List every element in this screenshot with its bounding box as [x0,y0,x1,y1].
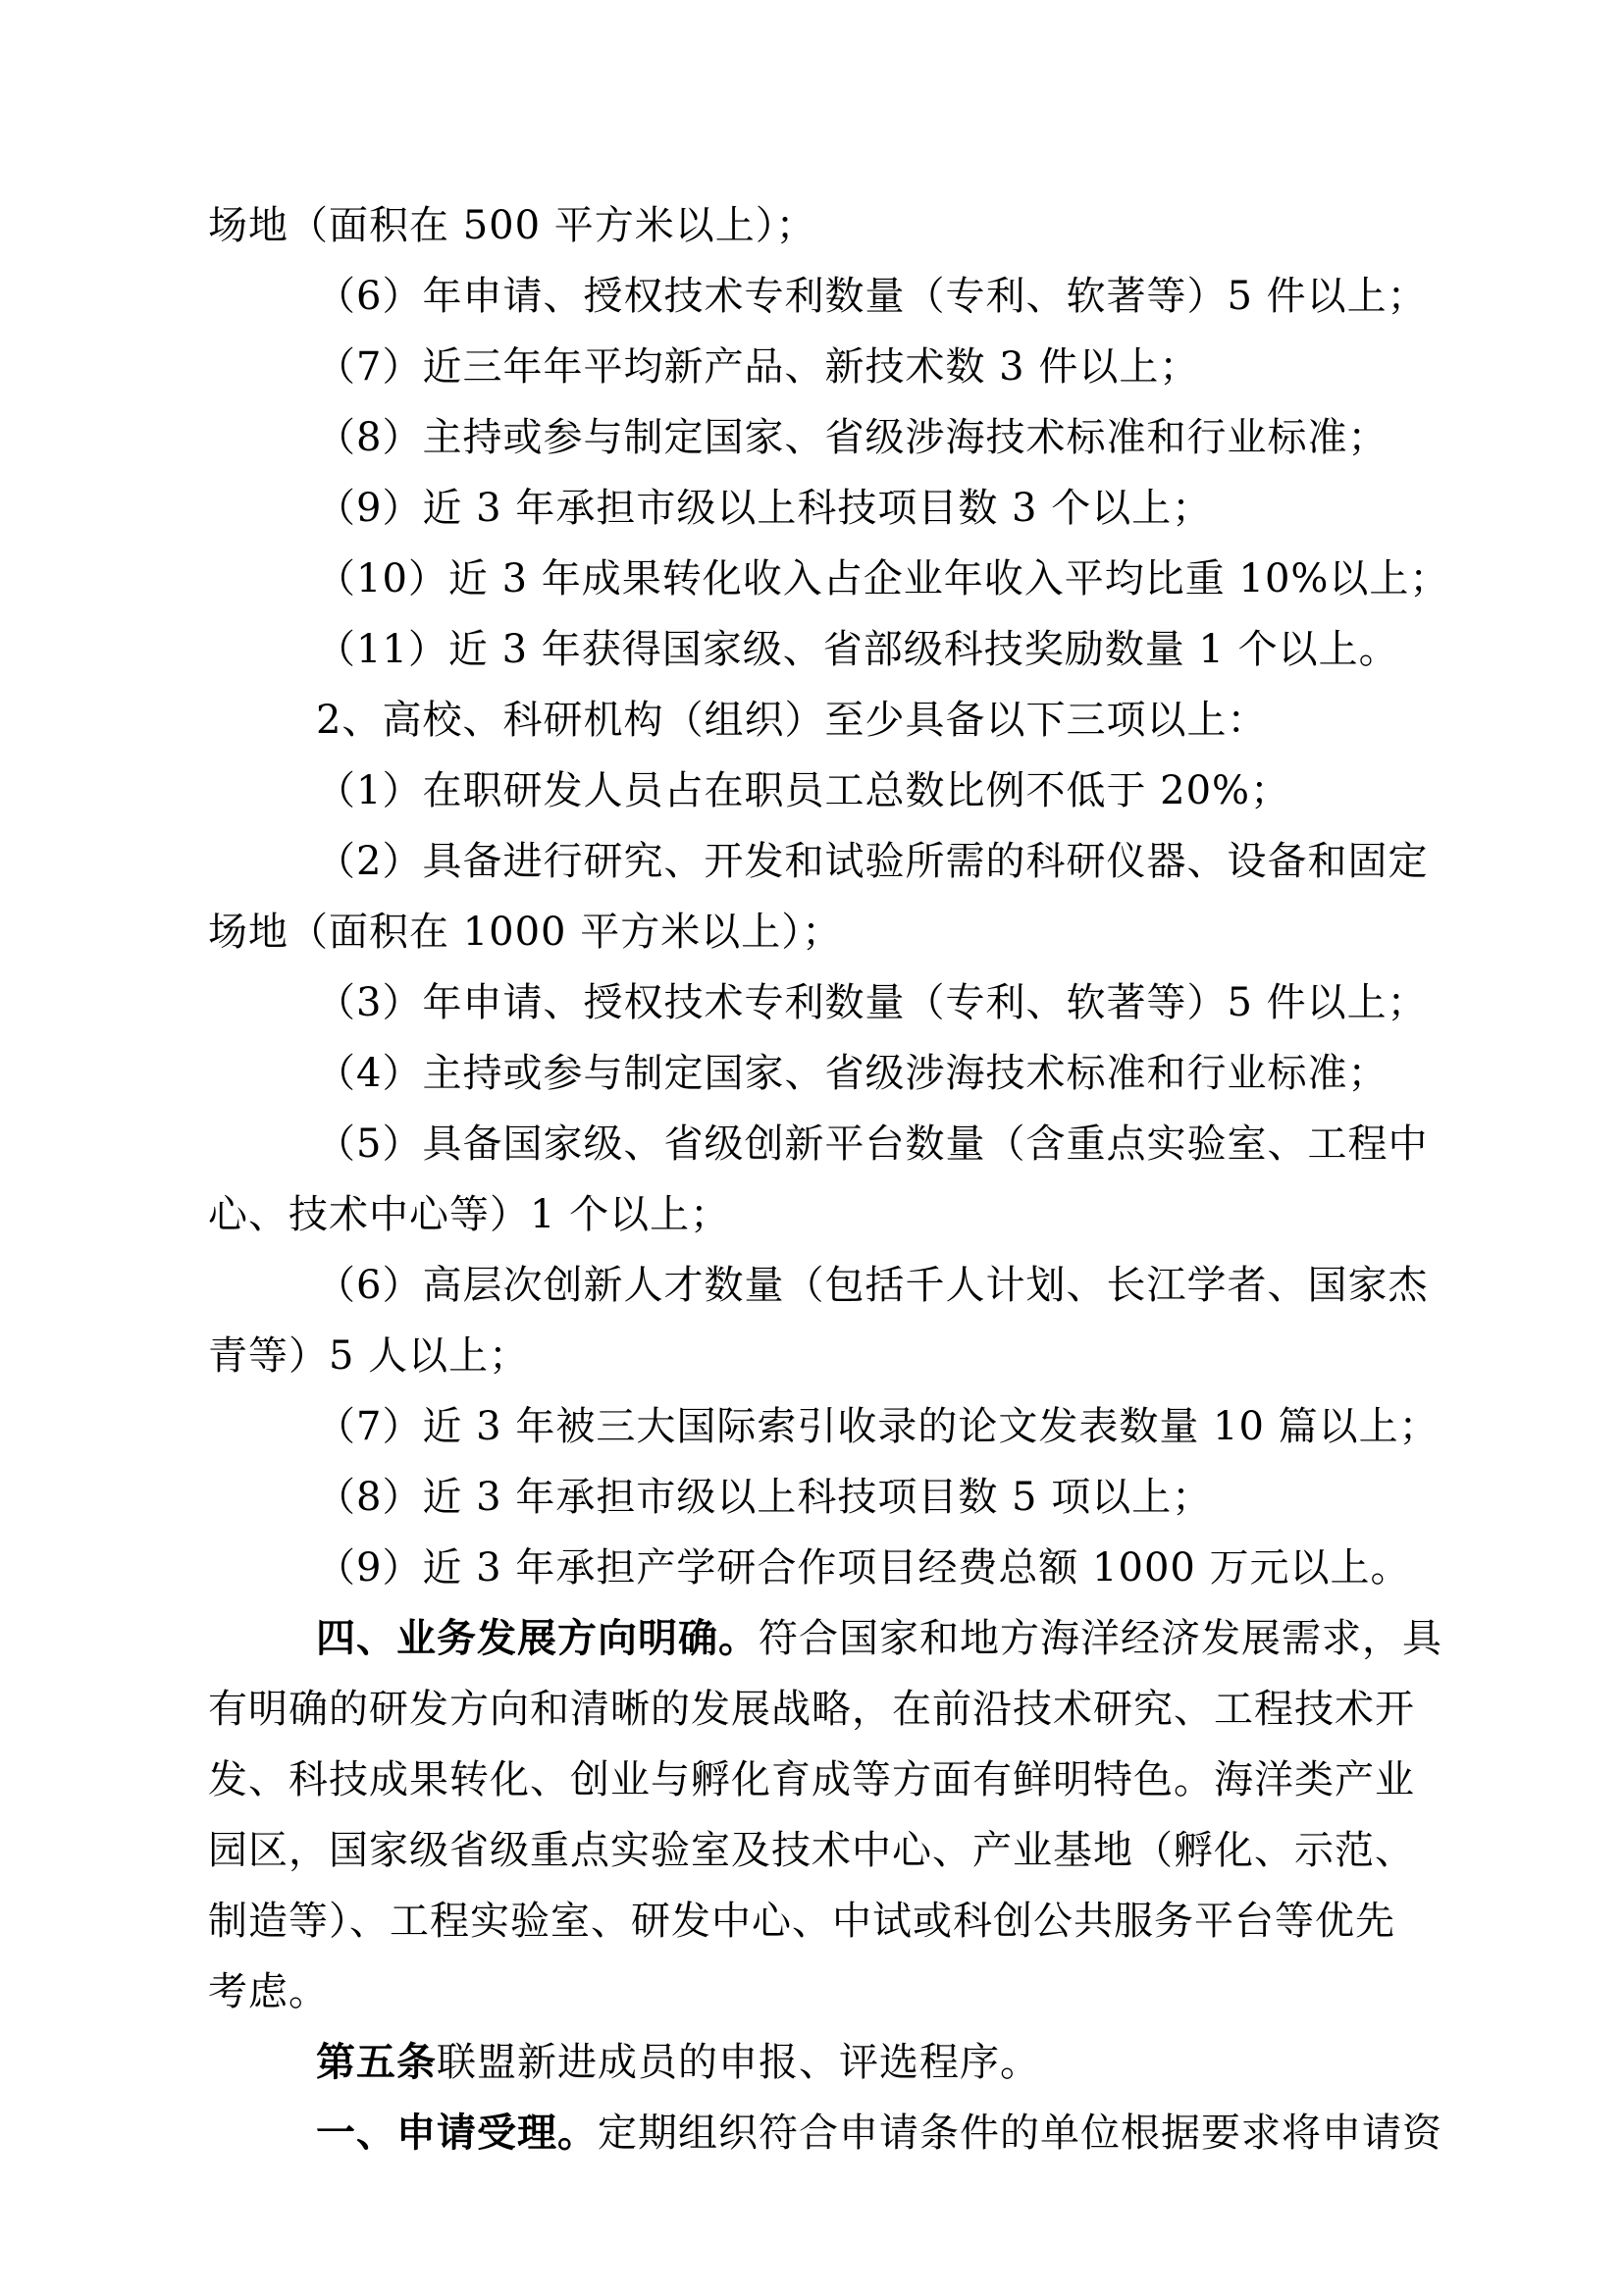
text-line: 2、高校、科研机构（组织）至少具备以下三项以上： [316,698,1268,743]
text-line: （5）具备国家级、省级创新平台数量（含重点实验室、工程中 [316,1121,1429,1167]
section-heading: 一、申请受理。 [316,2111,598,2156]
text-line: 园区，国家级省级重点实验室及技术中心、产业基地（孵化、示范、 [208,1828,1415,1873]
article-heading-line [316,2033,1040,2092]
section-paragraph-line [316,1609,1442,1668]
text-line: （7）近三年年平均新产品、新技术数 3 件以上； [316,344,1200,390]
text-line: 场地（面积在 1000 平方米以上）； [208,910,843,955]
text-line: （6）高层次创新人才数量（包括千人计划、长江学者、国家杰 [316,1263,1429,1308]
text-line: 青等）5 人以上； [208,1333,530,1379]
section-heading: 四、业务发展方向明确。 [316,1616,759,1661]
section-paragraph-line [316,2104,1442,2163]
text-line: （8）主持或参与制定国家、省级涉海技术标准和行业标准； [316,415,1388,460]
article-number: 第五条 [316,2040,437,2085]
text-line: （6）年申请、授权技术专利数量（专利、软著等）5 件以上； [316,274,1428,319]
text-line: （10）近 3 年成果转化收入占企业年收入平均比重 10%以上； [316,556,1450,601]
text-line: （9）近 3 年承担产学研合作项目经费总额 1000 万元以上。 [316,1545,1411,1591]
text-line: 有明确的研发方向和清晰的发展战略，在前沿技术研究、工程技术开 [208,1687,1415,1732]
text-line: 心、技术中心等）1 个以上； [208,1192,731,1237]
text-line: （4）主持或参与制定国家、省级涉海技术标准和行业标准； [316,1051,1388,1096]
text-line: （8）近 3 年承担市级以上科技项目数 5 项以上； [316,1475,1213,1520]
text-line: （11）近 3 年获得国家级、省部级科技奖励数量 1 个以上。 [316,627,1399,672]
text-line: 发、科技成果转化、创业与孵化育成等方面有鲜明特色。海洋类产业 [208,1757,1415,1802]
text-line: （3）年申请、授权技术专利数量（专利、软著等）5 件以上； [316,980,1428,1025]
text-line: （9）近 3 年承担市级以上科技项目数 3 个以上； [316,486,1213,531]
text-line: 制造等）、工程实验室、研发中心、中试或科创公共服务平台等优先 [208,1899,1395,1944]
text-line: （1）在职研发人员占在职员工总数比例不低于 20%； [316,768,1291,813]
text-line: 考虑。 [208,1969,329,2014]
text-line: 场地（面积在 500 平方米以上）； [208,203,816,248]
paragraph-text: 符合国家和地方海洋经济发展需求，具 [759,1616,1442,1661]
text-line: （2）具备进行研究、开发和试验所需的科研仪器、设备和固定 [316,839,1429,884]
article-title: 联盟新进成员的申报、评选程序。 [437,2040,1040,2085]
text-line: （7）近 3 年被三大国际索引收录的论文发表数量 10 篇以上； [316,1404,1440,1449]
paragraph-text: 定期组织符合申请条件的单位根据要求将申请资 [598,2111,1442,2156]
